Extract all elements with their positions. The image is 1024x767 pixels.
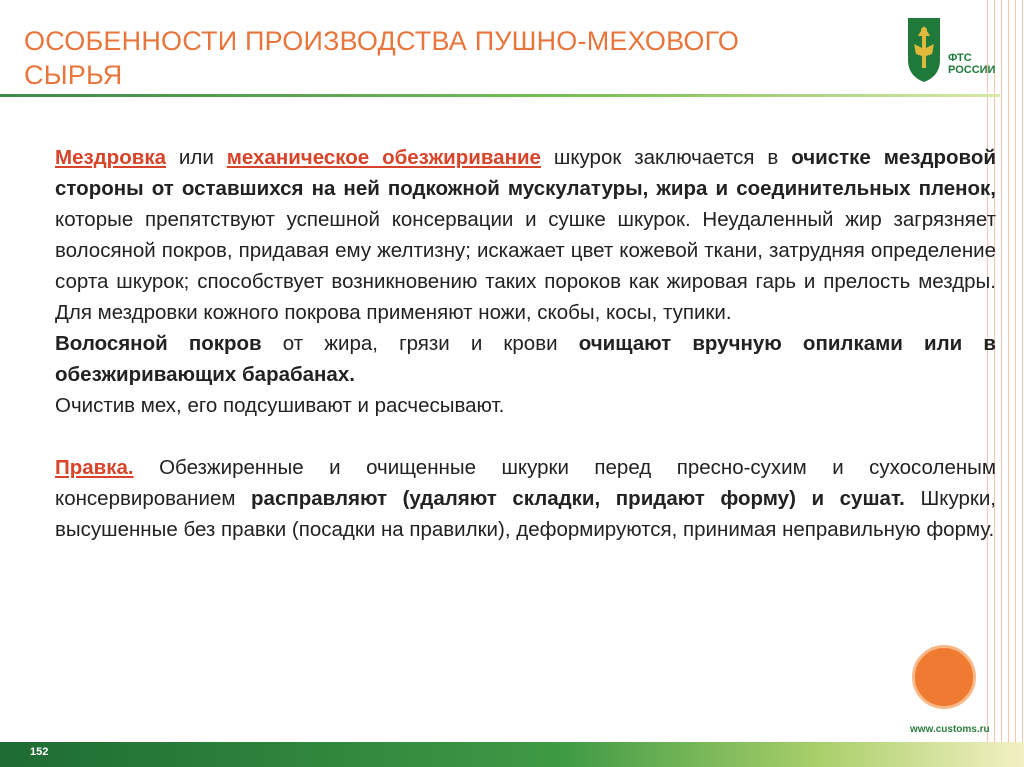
paragraph-hair-cover [55,328,996,390]
logo-line-2: РОССИИ [948,64,996,76]
bold-span: очистке мездровой стороны от оставшихся на ней подкожной мускулатуры, жира и соединительных пленок, [55,146,996,200]
page-number: 152 [30,746,49,758]
text-span: или [166,146,227,169]
logo-text [948,52,995,76]
paragraph-mezdrovka [55,142,996,328]
emblem-icon [904,14,944,84]
fts-logo [904,14,1014,84]
text-span: Шкурки, высушенные без правки (посадки на правилки), деформируются, принимая неправильную форму. [55,487,996,541]
header-divider [0,94,1000,97]
term-pravka: Правка. [55,456,134,479]
spacer [55,421,996,452]
slide-body [55,142,996,545]
slide-title: ОСОБЕННОСТИ ПРОИЗВОДСТВА ПУШНО-МЕХОВОГО СЫРЬЯ [24,26,740,90]
footer-url: www.customs.ru [910,724,990,735]
bold-span: расправляют (удаляют складки, придают форму) и сушат. [251,487,905,510]
footer-bar [0,742,1024,767]
text-span: от жира, грязи и крови [261,332,579,355]
text-span: шкурок заключается в [540,146,792,169]
text-span: Очистив мех, его подсушивают и расчесывают. [55,394,505,417]
paragraph-pravka [55,452,996,545]
term-mezdrovka: Мездровка [55,146,166,169]
bold-span: Волосяной покров [55,332,262,355]
paragraph-drying [55,390,996,421]
text-span: Обезжиренные и очищенные шкурки перед пресно-сухим и сухосоленым консервированием [55,456,996,510]
text-span: которые препятствуют успешной консервации и сушке шкурок. Неудаленный жир загрязняет волосяной покров, придавая ему желтизну; искажает цвет кожевой ткани, затрудняя определение сорта шкурок; способствует возникновению таких пороков как жировая гарь и прелость мездры. Для мездровки кожного покрова применяют ножи, скобы, косы, тупики. [55,208,996,324]
term-degreasing: механическое обезжиривание [226,146,541,169]
logo-line-1: ФТС [948,52,972,64]
bold-span: очищают вручную опилками или в обезжиривающих барабанах. [55,332,996,386]
decorative-circle [912,645,976,709]
